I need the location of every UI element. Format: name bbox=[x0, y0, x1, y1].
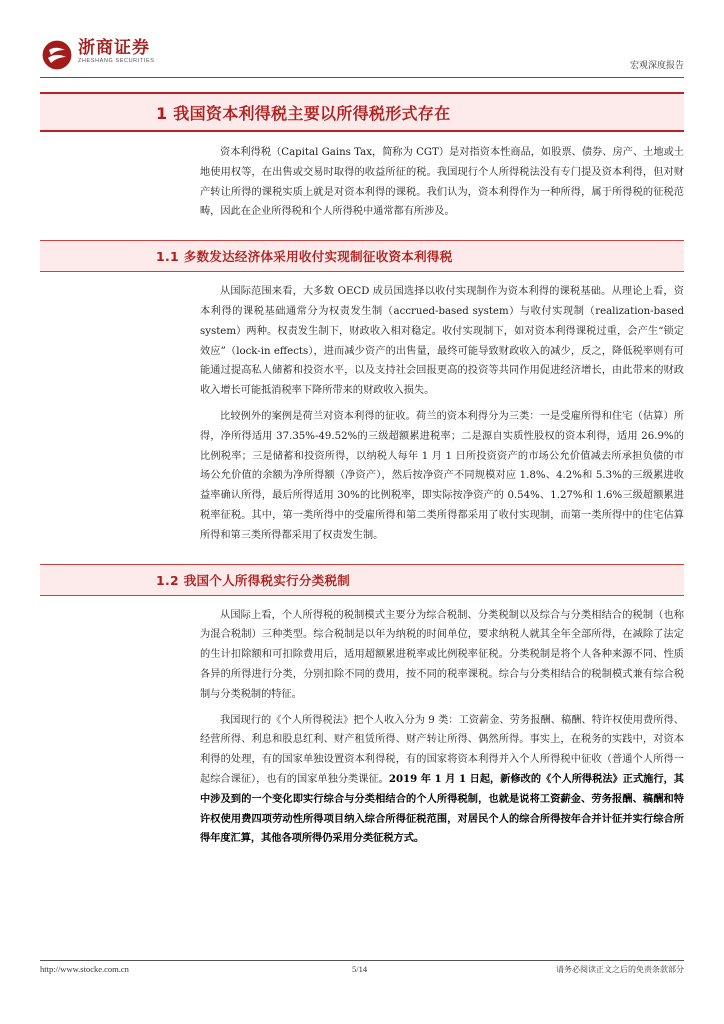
section-1-1-paragraph-2: 比较例外的案例是荷兰对资本利得的征收。荷兰的资本利得分为三类：一是受雇所得和住宅（估算）所得，净所得适用 37.35%-49.52%的三级超额累进税率；二是源自实质性股权的资本利得，适用 26.9%的比例税率；三是储蓄和投资所得，以纳税人每年 1 月 1 日所投资资产的市场公允价值减去所承担负债的市场公允价值的余额为净所得额（净资产），然后按净资产不同规模对应 1.8%、4.2%和 5.3%的三级累进收益率确认所得，最后所得适用 30%的比例税率，即实际按净资产的 0.54%、1.27%和 1.6%三级超额累进税率征税。其中，第一类所得中的受雇所得和第二类所得都采用了收付实现制，而第一类所得中的住宅估算所得和第三类所得都采用了权责发生制。 bbox=[200, 410, 684, 541]
section-1-2-paragraph-2-text: 我国现行的《个人所得税法》把个人收入分为 9 类：工资薪金、劳务报酬、稿酬、特许权使用费所得、经营所得、利息和股息红利、财产租赁所得、财产转让所得、偶然所得。事实上，在税务的实践中，对资本利得的处理，有的国家单独设置资本利得税，有的国家将资本利得并入个人所得税中征收（普通个人所得一起综合课征），也有的国家单独分类课征。 bbox=[200, 714, 684, 785]
disclaimer-note: 请务必阅读正文之后的免责条款部分 bbox=[556, 965, 684, 974]
header-divider bbox=[40, 77, 684, 78]
company-logo bbox=[40, 38, 155, 72]
section-1-header bbox=[40, 92, 684, 132]
footer-divider bbox=[40, 960, 684, 961]
section-1-1-paragraph-1: 从国际范围来看，大多数 OECD 成员国选择以收付实现制作为资本利得的课税基础。从理论上看，资本利得的课税基础通常分为权责发生制（accrued-based system）与收付实现制（realization-based system）两种。权责发生制下，财政收入相对稳定。收付实现制下，如对资本利得课税过重，会产生“锁定效应”（lock-in effects），进而减少资产的出售量，最终可能导致财政收入的减少，反之，降低税率则有可能通过提高私人储蓄和投资水平，以及支持社会回报更高的投资等共同作用促进经济增长，由此带来的财政收入增长可能抵消税率下降所带来的财政收入损失。 bbox=[200, 286, 684, 397]
website-link[interactable]: http://www.stocke.com.cn bbox=[40, 964, 129, 974]
section-1-2-paragraph-1: 从国际上看，个人所得税的税制模式主要分为综合税制、分类税制以及综合与分类相结合的税制（也称为混合税制）三种类型。综合税制是以年为纳税的时间单位，要求纳税人就其全年全部所得，在减除了法定的生计扣除额和可扣除费用后，适用超额累进税率或比例税率征税。分类税制是将个人各种来源不同、性质各异的所得进行分类，分别扣除不同的费用，按不同的税率课税。综合与分类相结合的税制模式兼有综合税制与分类税制的特征。 bbox=[200, 609, 684, 700]
section-1-1-header bbox=[40, 240, 684, 272]
document-body bbox=[40, 82, 684, 849]
section-1-2-paragraph-2-emphasis: 2019 年 1 月 1 日起，新修改的《个人所得税法》正式施行，其中涉及到的一个变化即实行综合与分类相结合的个人所得税制，也就是说将工资薪金、劳务报酬、稿酬和特许权使用费四项劳动性所得项目纳入综合所得征税范围，对居民个人的综合所得按年合并计征并实行综合所得年度汇算，其他各项所得仍采用分类征税方式。 bbox=[200, 772, 684, 845]
zheshang-logo-icon bbox=[40, 38, 74, 72]
section-1-paragraph: 资本利得税（Capital Gains Tax，简称为 CGT）是对指资本性商品，如股票、债券、房产、土地或土地使用权等，在出售或交易时取得的收益所征的税。我国现行个人所得税法没有专门提及资本利得，但对财产转让所得的课税实质上就是对资本利得的课税。我们认为，资本利得作为一种所得，属于所得税的征税范畴，因此在企业所得税和个人所得税中通常都有所涉及。 bbox=[200, 147, 684, 218]
report-type: 宏观深度报告 bbox=[629, 61, 684, 71]
section-1-2-title: 1.2 我国个人所得税实行分类税制 bbox=[156, 572, 351, 588]
page-number: 5/14 bbox=[352, 964, 368, 974]
page-header bbox=[40, 38, 684, 78]
company-name-cn: 浙商证券 bbox=[78, 38, 150, 58]
section-1-1-title: 1.1 多数发达经济体采用收付实现制征收资本利得税 bbox=[156, 249, 453, 265]
section-1-title: 1 我国资本利得税主要以所得税形式存在 bbox=[156, 103, 451, 123]
section-1-2-header bbox=[40, 564, 684, 596]
section-1-2-paragraph-2 bbox=[200, 711, 684, 850]
company-name-en: ZHESHANG SECURITIES bbox=[78, 58, 155, 64]
